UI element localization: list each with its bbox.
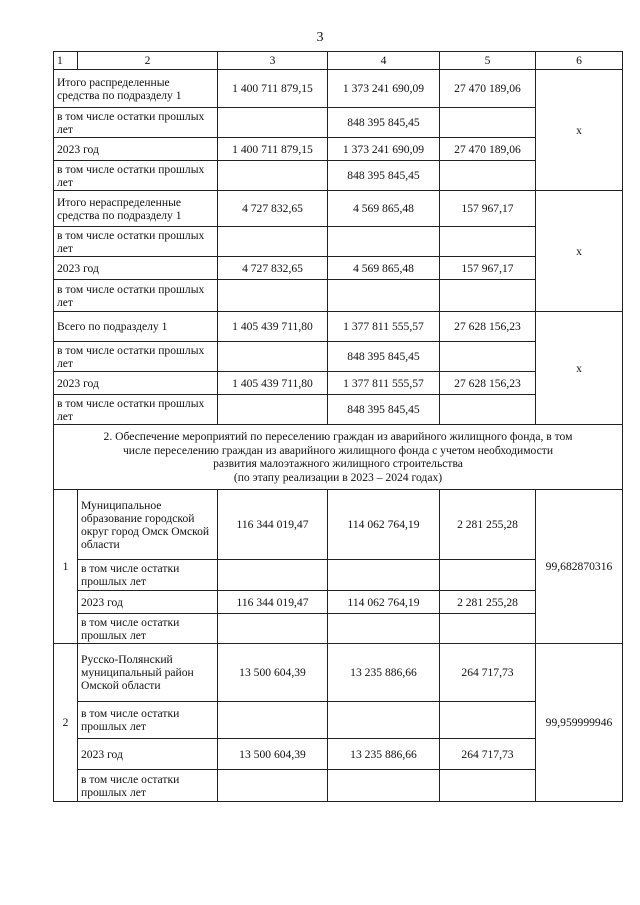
value-cell: 1 377 811 555,57 bbox=[328, 372, 440, 395]
value-cell bbox=[440, 227, 536, 257]
value-cell: 4 569 865,48 bbox=[328, 257, 440, 280]
row-label: в том числе остатки прошлых лет bbox=[54, 161, 218, 191]
value-cell bbox=[328, 770, 440, 802]
value-cell bbox=[218, 395, 328, 425]
header-cell: 5 bbox=[440, 52, 536, 70]
value-cell bbox=[328, 702, 440, 739]
value-cell: 1 405 439 711,80 bbox=[218, 372, 328, 395]
value-cell: 1 377 811 555,57 bbox=[328, 312, 440, 342]
value-cell bbox=[328, 280, 440, 312]
value-cell: 264 717,73 bbox=[440, 644, 536, 702]
value-cell: 848 395 845,45 bbox=[328, 108, 440, 138]
value-cell bbox=[328, 560, 440, 591]
row-label: в том числе остатки прошлых лет bbox=[54, 342, 218, 372]
header-cell: 3 bbox=[218, 52, 328, 70]
value-cell: 4 569 865,48 bbox=[328, 191, 440, 227]
header-cell: 6 bbox=[536, 52, 623, 70]
header-cell: 1 bbox=[54, 52, 78, 70]
value-cell bbox=[440, 770, 536, 802]
table-row bbox=[54, 191, 623, 227]
value-cell bbox=[328, 614, 440, 644]
value-cell bbox=[440, 614, 536, 644]
col6-value: х bbox=[536, 191, 623, 312]
row-label: в том числе остатки прошлых лет bbox=[54, 108, 218, 138]
row-label: 2023 год bbox=[54, 257, 218, 280]
value-cell bbox=[218, 280, 328, 312]
value-cell: 848 395 845,45 bbox=[328, 161, 440, 191]
value-cell bbox=[328, 227, 440, 257]
value-cell: 13 500 604,39 bbox=[218, 644, 328, 702]
value-cell bbox=[218, 108, 328, 138]
value-cell: 1 400 711 879,15 bbox=[218, 138, 328, 161]
value-cell bbox=[440, 560, 536, 591]
value-cell bbox=[218, 560, 328, 591]
table-row bbox=[54, 70, 623, 108]
section-title bbox=[54, 425, 623, 490]
row-label: в том числе остатки прошлых лет bbox=[78, 560, 218, 591]
value-cell: 27 628 156,23 bbox=[440, 312, 536, 342]
row-label: 2023 год bbox=[78, 591, 218, 614]
section-title-row bbox=[54, 425, 623, 490]
row-label: в том числе остатки прошлых лет bbox=[54, 227, 218, 257]
value-cell bbox=[218, 614, 328, 644]
entry-number: 2 bbox=[54, 644, 78, 802]
section-title-line: 2. Обеспечение мероприятий по переселению граждан из аварийного жилищного фонда, в том bbox=[103, 430, 573, 443]
value-cell: 116 344 019,47 bbox=[218, 591, 328, 614]
col6-value: х bbox=[536, 70, 623, 191]
value-cell: 116 344 019,47 bbox=[218, 490, 328, 560]
row-label: в том числе остатки прошлых лет bbox=[54, 395, 218, 425]
municipality-name: Муниципальное образование городской округ город Омск Омской области bbox=[78, 490, 218, 560]
value-cell: 2 281 255,28 bbox=[440, 591, 536, 614]
section-title-line: развития малоэтажного жилищного строительства bbox=[213, 457, 463, 470]
row-label: Всего по подразделу 1 bbox=[54, 312, 218, 342]
col6-value: 99,682870316 bbox=[536, 490, 623, 644]
entry-number: 1 bbox=[54, 490, 78, 644]
header-cell: 2 bbox=[78, 52, 218, 70]
value-cell: 13 500 604,39 bbox=[218, 739, 328, 770]
section-title-line: числе переселению граждан из аварийного жилищного фонда с учетом необходимости bbox=[122, 443, 554, 457]
value-cell: 1 373 241 690,09 bbox=[328, 70, 440, 108]
value-cell bbox=[218, 702, 328, 739]
table-row bbox=[54, 490, 623, 560]
value-cell: 1 373 241 690,09 bbox=[328, 138, 440, 161]
value-cell: 848 395 845,45 bbox=[328, 395, 440, 425]
row-label: 2023 год bbox=[54, 372, 218, 395]
row-label: 2023 год bbox=[54, 138, 218, 161]
value-cell bbox=[440, 702, 536, 739]
value-cell bbox=[440, 280, 536, 312]
col6-value: х bbox=[536, 312, 623, 425]
value-cell: 848 395 845,45 bbox=[328, 342, 440, 372]
row-label: Итого нераспределенные средства по подразделу 1 bbox=[54, 191, 218, 227]
section-title-line: (по этапу реализации в 2023 – 2024 годах) bbox=[233, 470, 443, 484]
value-cell: 4 727 832,65 bbox=[218, 257, 328, 280]
value-cell: 1 405 439 711,80 bbox=[218, 312, 328, 342]
table-row bbox=[54, 312, 623, 342]
value-cell: 157 967,17 bbox=[440, 191, 536, 227]
row-label: в том числе остатки прошлых лет bbox=[54, 280, 218, 312]
value-cell: 157 967,17 bbox=[440, 257, 536, 280]
municipality-name: Русско-Полянский муниципальный район Омской области bbox=[78, 644, 218, 702]
value-cell bbox=[218, 342, 328, 372]
value-cell: 27 470 189,06 bbox=[440, 70, 536, 108]
value-cell: 13 235 886,66 bbox=[328, 739, 440, 770]
value-cell bbox=[218, 770, 328, 802]
value-cell bbox=[440, 108, 536, 138]
value-cell bbox=[218, 227, 328, 257]
row-label: в том числе остатки прошлых лет bbox=[78, 702, 218, 739]
table-row bbox=[54, 644, 623, 702]
allocation-table bbox=[53, 51, 623, 802]
value-cell: 1 400 711 879,15 bbox=[218, 70, 328, 108]
value-cell: 264 717,73 bbox=[440, 739, 536, 770]
value-cell bbox=[440, 342, 536, 372]
value-cell bbox=[440, 161, 536, 191]
row-label: в том числе остатки прошлых лет bbox=[78, 770, 218, 802]
row-label: 2023 год bbox=[78, 739, 218, 770]
value-cell: 4 727 832,65 bbox=[218, 191, 328, 227]
value-cell bbox=[440, 395, 536, 425]
header-cell: 4 bbox=[328, 52, 440, 70]
value-cell: 27 470 189,06 bbox=[440, 138, 536, 161]
value-cell bbox=[218, 161, 328, 191]
col6-value: 99,959999946 bbox=[536, 644, 623, 802]
value-cell: 27 628 156,23 bbox=[440, 372, 536, 395]
value-cell: 13 235 886,66 bbox=[328, 644, 440, 702]
value-cell: 2 281 255,28 bbox=[440, 490, 536, 560]
header-row bbox=[54, 52, 623, 70]
value-cell: 114 062 764,19 bbox=[328, 591, 440, 614]
row-label: в том числе остатки прошлых лет bbox=[78, 614, 218, 644]
page-number: 3 bbox=[316, 30, 324, 45]
value-cell: 114 062 764,19 bbox=[328, 490, 440, 560]
row-label: Итого распределенные средства по подразделу 1 bbox=[54, 70, 218, 108]
